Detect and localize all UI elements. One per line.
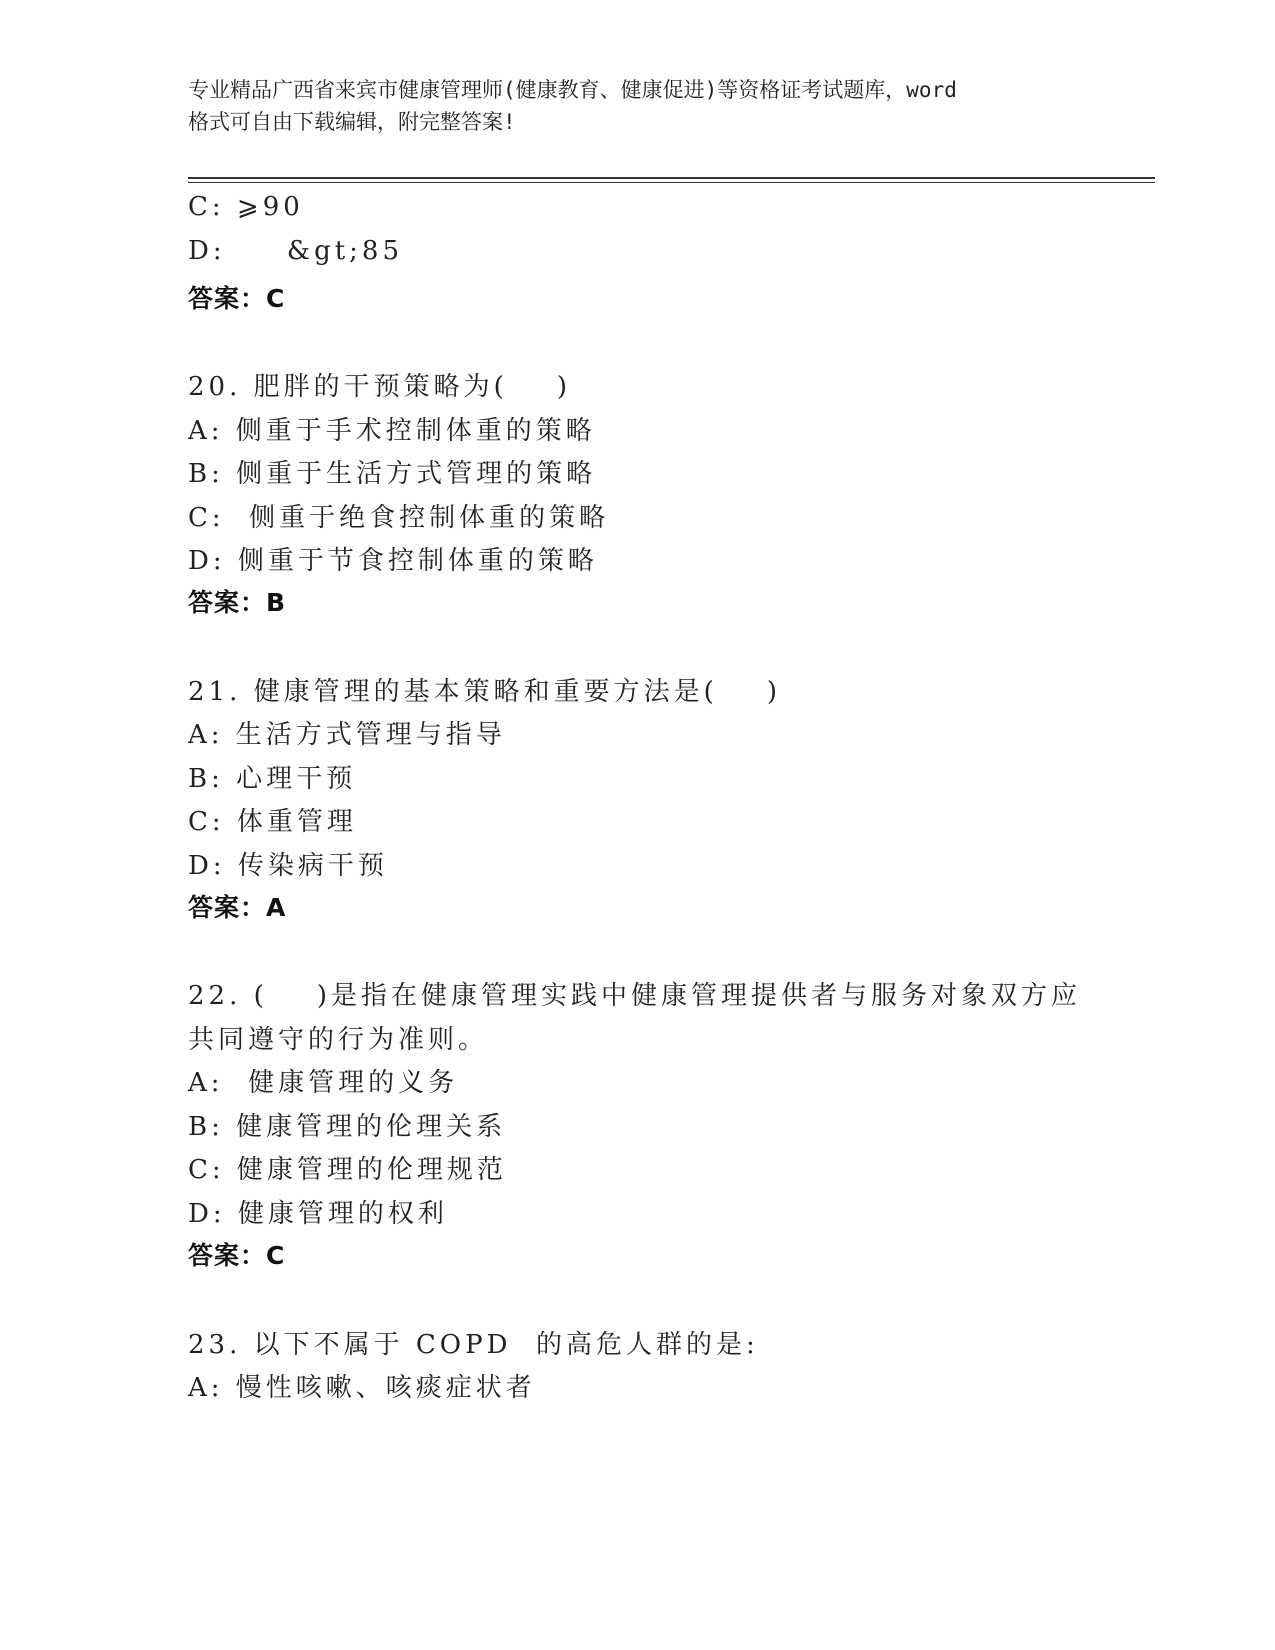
q19-option-d: D: &gt;85 [188,236,404,266]
q20-option-c: C: 侧重于绝食控制体重的策略 [188,503,610,533]
q22-stem-line-1: 22. ( )是指在健康管理实践中健康管理提供者与服务对象双方应 [188,981,1081,1011]
q21-option-d: D: 传染病干预 [188,851,388,881]
q22-option-a: A: 健康管理的义务 [188,1068,459,1098]
header-line-2: 格式可自由下载编辑，附完整答案! [188,110,516,134]
q21-option-b: B: 心理干预 [188,764,357,794]
header-line-1: 专业精品广西省来宾市健康管理师(健康教育、健康促进)等资格证考试题库，word [188,78,957,102]
q21-stem: 21. 健康管理的基本策略和重要方法是( ) [188,677,781,707]
q23-stem: 23. 以下不属于 COPD 的高危人群的是: [188,1330,759,1360]
q21-answer: 答案：A [188,893,287,922]
q20-option-a: A: 侧重于手术控制体重的策略 [188,416,596,446]
q21-option-a: A: 生活方式管理与指导 [188,720,506,750]
q22-option-d: D: 健康管理的权利 [188,1199,448,1229]
header-divider-thick [188,177,1155,179]
q22-option-b: B: 健康管理的伦理关系 [188,1112,507,1142]
q21-option-c: C: 体重管理 [188,807,357,837]
q23-option-a: A: 慢性咳嗽、咳痰症状者 [188,1373,536,1403]
q20-answer: 答案：B [188,588,287,617]
q22-stem-line-2: 共同遵守的行为准则。 [188,1025,489,1055]
q19-option-c: C: ⩾90 [188,192,304,222]
header-divider-thin [188,182,1155,183]
q22-answer: 答案：C [188,1241,286,1270]
q20-stem: 20. 肥胖的干预策略为( ) [188,372,571,402]
q20-option-b: B: 侧重于生活方式管理的策略 [188,459,597,489]
document-header [188,74,1088,138]
q20-option-d: D: 侧重于节食控制体重的策略 [188,546,598,576]
q22-option-c: C: 健康管理的伦理规范 [188,1155,507,1185]
q19-answer: 答案：C [188,284,286,313]
